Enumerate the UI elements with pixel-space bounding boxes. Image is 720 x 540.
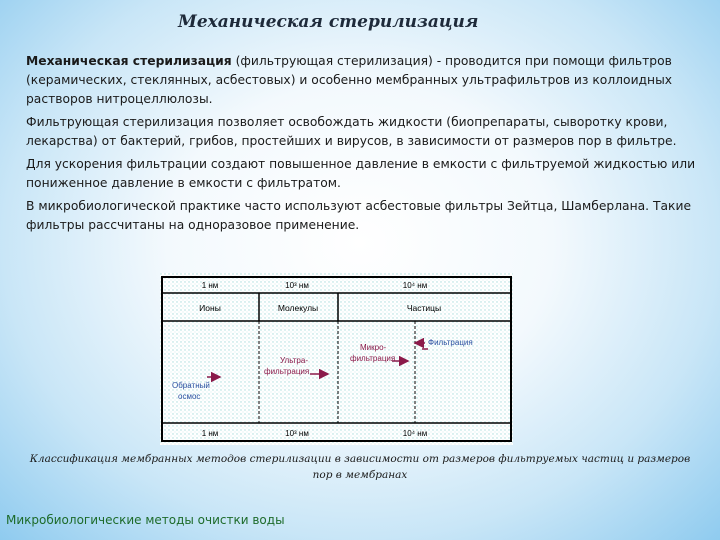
microfiltration-label-2: фильтрация xyxy=(350,354,396,363)
reverse-osmosis-label-1: Обратный xyxy=(172,381,210,390)
scale-top-3: 10⁴ нм xyxy=(402,281,428,290)
paragraph-1-bold: Механическая стерилизация xyxy=(26,54,232,68)
diagram-caption: Классификация мембранных методов стерилизации в зависимости от размеров фильтруемых частиц и размеров пор в мембранах xyxy=(29,453,691,481)
scale-top-2: 10³ нм xyxy=(285,281,309,290)
scale-bottom-1: 1 нм xyxy=(201,429,219,438)
dotted-background xyxy=(160,273,513,445)
ultrafiltration-label-2: фильтрация xyxy=(264,367,310,376)
paragraph-1-rest: (фильтрующая стерилизация) - проводится при помощи фильтров (керамических, стеклянных, асбестовых) и особенно мембранных ультрафильтров из коллоидных растворов нитроцеллюлозы. xyxy=(26,54,673,106)
reverse-osmosis-label-2: осмос xyxy=(178,392,201,401)
category-ions: Ионы xyxy=(199,303,221,313)
filtration-label: Фильтрация xyxy=(428,338,473,347)
paragraph-4: В микробиологической практике часто используют асбестовые фильтры Зейтца, Шамберлана. Такие фильтры рассчитаны на одноразовое применение. xyxy=(26,199,692,232)
scale-bottom-2: 10³ нм xyxy=(285,429,309,438)
footer-text: Микробиологические методы очистки воды xyxy=(6,513,285,527)
slide-title: Механическая стерилизация xyxy=(178,12,479,32)
body-text xyxy=(26,52,700,239)
paragraph-1 xyxy=(26,52,700,109)
diagram-svg xyxy=(160,273,513,445)
ultrafiltration-label-1: Ультра- xyxy=(280,356,308,365)
paragraph-3: Для ускорения фильтрации создают повышенное давление в емкости с фильтруемой жидкостью или пониженное давление в емкости с фильтратом. xyxy=(26,157,696,190)
microfiltration-label-1: Микро- xyxy=(360,343,387,352)
scale-top-1: 1 нм xyxy=(201,281,219,290)
scale-bottom-3: 10⁴ нм xyxy=(402,429,428,438)
paragraph-2: Фильтрующая стерилизация позволяет освобождать жидкости (биопрепараты, сыворотку крови, лекарства) от бактерий, грибов, простейших и вирусов, в зависимости от размеров пор в фильтре. xyxy=(26,115,677,148)
membrane-methods-diagram xyxy=(160,273,513,445)
category-molecules: Молекулы xyxy=(277,303,319,313)
category-particles: Частицы xyxy=(406,303,442,313)
